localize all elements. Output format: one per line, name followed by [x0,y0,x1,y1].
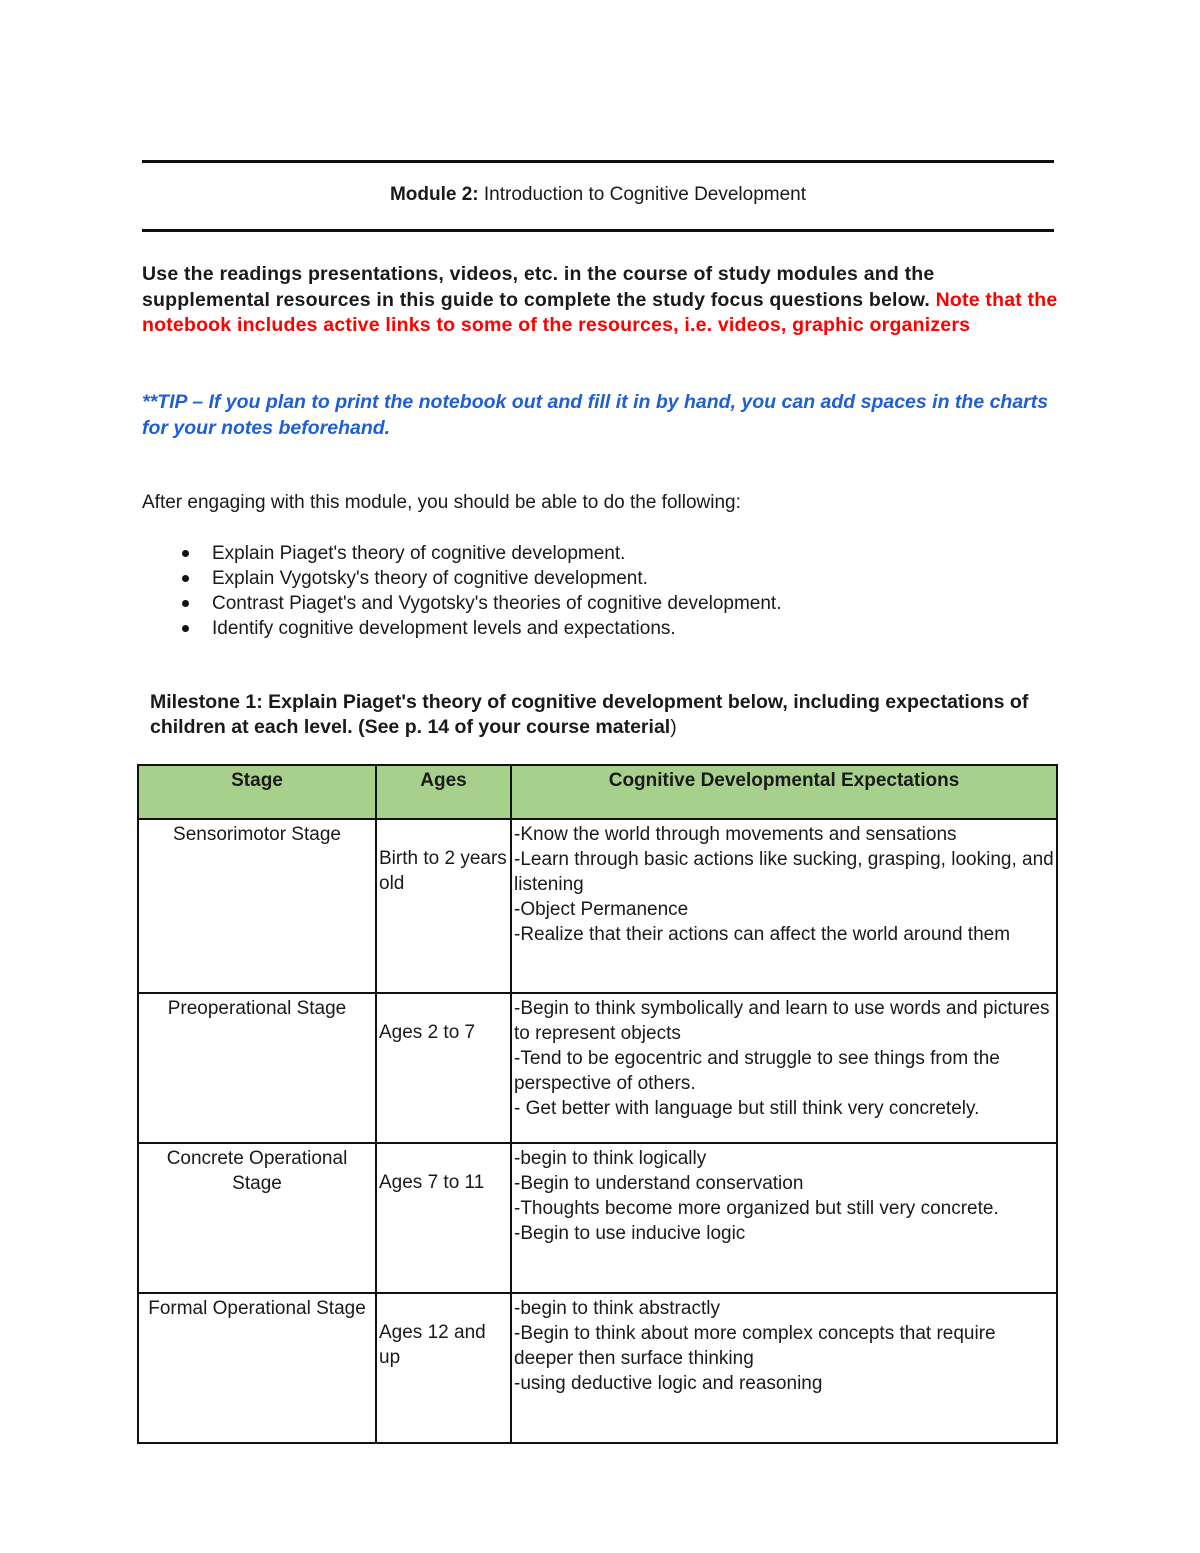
table-row [138,819,1057,993]
milestone-heading [150,690,1050,740]
table-row [138,1143,1057,1293]
expectation-line: -Begin to think symbolically and learn to use words and pictures to represent objects [514,998,1050,1044]
expectation-line: -Begin to use inducive logic [514,1223,746,1244]
piaget-stages-table [137,764,1058,1444]
column-header-ages: Ages [376,765,511,819]
module-name: Introduction to Cognitive Development [478,184,807,205]
objectives-list [142,541,781,641]
expectation-line: -begin to think abstractly [514,1298,720,1319]
expectation-line: -Object Permanence [514,899,689,920]
age-cell: Ages 7 to 11 [376,1143,511,1293]
stage-cell: Concrete Operational Stage [138,1143,376,1293]
tip-paragraph: **TIP – If you plan to print the notebook out and fill it in by hand, you can add spaces in the charts for your notes beforehand. [142,391,1049,439]
table-row [138,993,1057,1143]
expectation-line: -Know the world through movements and sensations [514,824,957,845]
module-title [142,184,1054,206]
stage-cell: Sensorimotor Stage [138,819,376,993]
table-row [138,1293,1057,1443]
module-label: Module 2: [389,184,479,205]
intro-note: Note that the notebook includes active links to some of the resources, i.e. videos, graphic organizers [142,288,1058,336]
age-cell: Birth to 2 years old [376,819,511,993]
expectation-line: -Learn through basic actions like sucking, grasping, looking, and listening [514,849,1054,895]
intro-paragraph [142,262,1062,339]
expectations-cell [511,819,1057,993]
expectation-line: -begin to think logically [514,1148,707,1169]
age-cell: Ages 12 and up [376,1293,511,1443]
expectation-line: -Tend to be egocentric and struggle to see things from the perspective of others. [514,1048,1000,1094]
milestone-tail: ) [670,716,677,738]
top-rule [142,160,1054,163]
expectation-line: -Begin to think about more complex concepts that require deeper then surface thinking [514,1323,996,1369]
age-cell: Ages 2 to 7 [376,993,511,1143]
expectation-line: -Begin to understand conservation [514,1173,804,1194]
expectations-cell [511,1293,1057,1443]
expectation-line: -Thoughts become more organized but still very concrete. [514,1198,999,1219]
stage-cell: Formal Operational Stage [138,1293,376,1443]
expectations-cell [511,993,1057,1143]
objective-item: Contrast Piaget's and Vygotsky's theories of cognitive development. [142,591,781,616]
expectation-line: -using deductive logic and reasoning [514,1373,823,1394]
expectation-line: - Get better with language but still think very concretely. [514,1098,980,1119]
expectation-line: -Realize that their actions can affect the world around them [514,924,1011,945]
objectives-intro: After engaging with this module, you should be able to do the following: [142,492,741,513]
objective-item: Explain Vygotsky's theory of cognitive development. [142,566,781,591]
table-header-row [138,765,1057,819]
column-header-expectations: Cognitive Developmental Expectations [511,765,1057,819]
objective-item: Identify cognitive development levels and expectations. [142,616,781,641]
objective-item: Explain Piaget's theory of cognitive development. [142,541,781,566]
bottom-rule [142,229,1054,232]
intro-instructions: Use the readings presentations, videos, etc. in the course of study modules and the supplemental resources in this guide to complete the study focus questions below. [142,263,936,311]
milestone-text: Milestone 1: Explain Piaget's theory of cognitive development below, including expectations of children at each level. (See p. 14 of your course material [150,691,1029,738]
stage-cell: Preoperational Stage [138,993,376,1143]
column-header-stage: Stage [138,765,376,819]
expectations-cell [511,1143,1057,1293]
